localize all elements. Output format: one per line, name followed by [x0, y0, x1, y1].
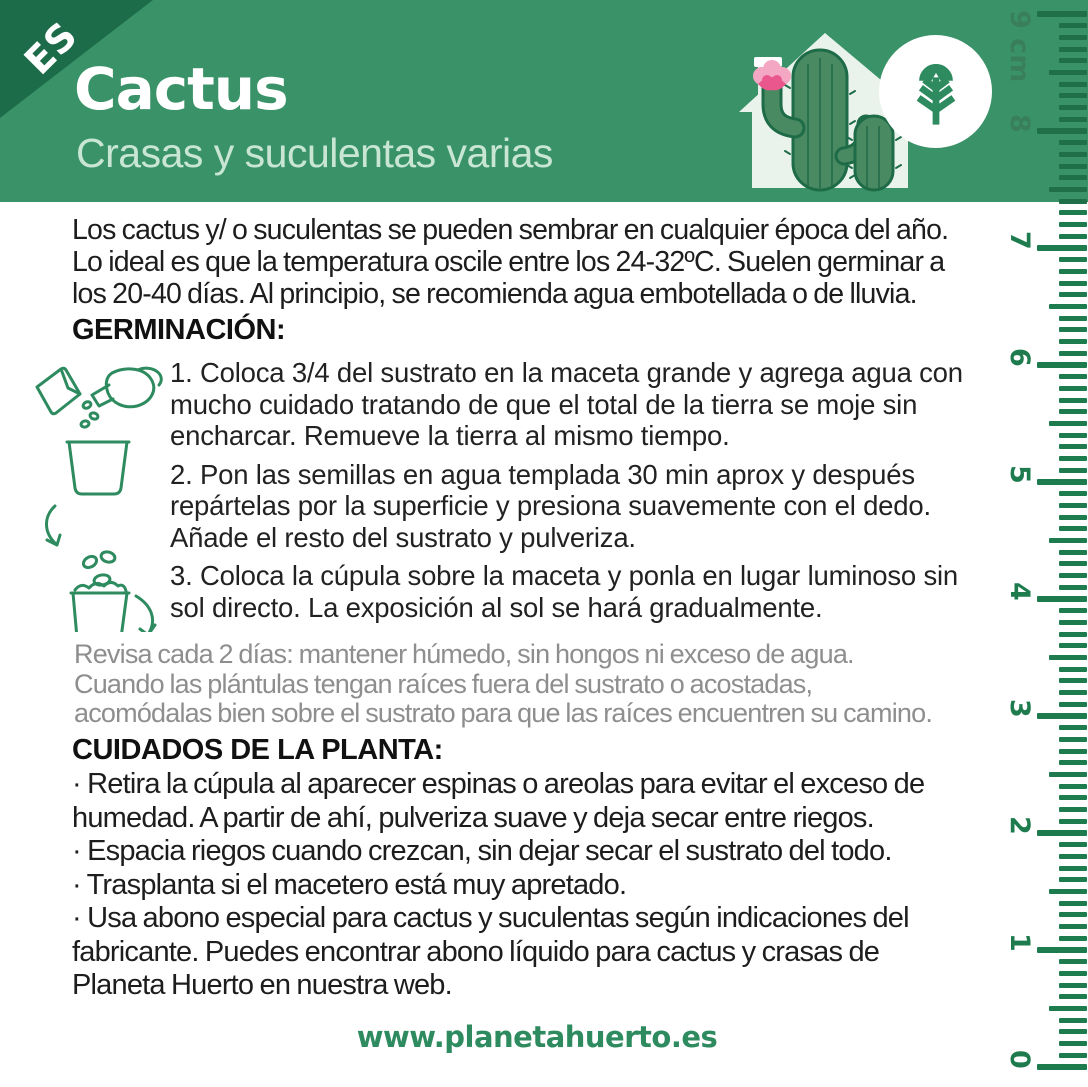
ruler-tick-minor [1059, 23, 1087, 28]
germination-step-3: 3. Coloca la cúpula sobre la maceta y ponla en lugar luminoso sin sol directo. La exposición al sol se hará gradualmente. [170, 560, 959, 623]
ruler-tick-minor [1059, 912, 1087, 917]
intro-line: Lo ideal es que la temperatura oscile entre los 24-32ºC. Suelen germinar a [72, 246, 945, 278]
ruler-tick-major [1037, 596, 1087, 602]
ruler-label-0: 0 [1004, 1050, 1035, 1069]
page-title: Cactus [74, 55, 288, 123]
ruler-tick-minor [1059, 175, 1087, 180]
ruler-tick-medium [1049, 304, 1087, 309]
ruler-tick-medium [1049, 421, 1087, 426]
ruler-tick-minor [1059, 795, 1087, 800]
ruler-tick-minor [1059, 667, 1087, 672]
ruler-tick-minor [1059, 760, 1087, 765]
ruler-tick-minor [1059, 47, 1087, 52]
ruler-tick-minor [1059, 257, 1087, 262]
ruler-tick-minor [1059, 983, 1087, 988]
ruler-tick-minor [1059, 35, 1087, 40]
ruler-tick-minor [1059, 854, 1087, 859]
ruler-tick-minor [1059, 643, 1087, 648]
ruler-tick-medium [1049, 187, 1087, 192]
ruler-tick-minor [1059, 842, 1087, 847]
ruler-tick-minor [1059, 58, 1087, 63]
ruler-tick-minor [1059, 807, 1087, 812]
ruler-tick-minor [1059, 702, 1087, 707]
ruler-tick-minor [1059, 608, 1087, 613]
ruler-tick-minor [1059, 327, 1087, 332]
ruler-label-6: 6 [1004, 348, 1035, 367]
germination-sequence-icon [28, 356, 168, 632]
ruler-label-2: 2 [1004, 816, 1035, 835]
ruler-label-5: 5 [1004, 465, 1035, 484]
website-url: www.planetahuerto.es [356, 1020, 718, 1054]
ruler-tick-medium [1049, 538, 1087, 543]
ruler-tick-minor [1059, 316, 1087, 321]
ruler-tick-minor [1059, 199, 1087, 204]
care-line: · Usa abono especial para cactus y suculentas según indicaciones del [72, 902, 909, 934]
intro-paragraph [72, 214, 1012, 310]
ruler-tick-minor [1059, 819, 1087, 824]
germination-steps [170, 357, 1015, 630]
ruler-tick-minor [1059, 877, 1087, 882]
care-line: · Trasplanta si el macetero está muy apretado. [72, 868, 627, 901]
ruler-tick-minor [1059, 210, 1087, 215]
care-instructions [72, 768, 1012, 1003]
ruler-tick-minor [1059, 1053, 1087, 1058]
ruler-tick-minor [1059, 784, 1087, 789]
ruler-tick-major [1037, 11, 1087, 17]
care-line: · Espacia riegos cuando crezcan, sin dejar secar el sustrato del todo. [72, 835, 892, 867]
care-line: · Retira la cúpula al aparecer espinas o areolas para evitar el exceso de [72, 768, 925, 800]
germination-note: Revisa cada 2 días: mantener húmedo, sin hongos ni exceso de agua. Cuando las plántulas tengan raíces fuera del sustrato o acostadas, acomódalas bien sobre el sustrato para que las raíces encuentren su camino. [74, 639, 933, 728]
ruler-tick-medium [1049, 772, 1087, 777]
ruler-tick-minor [1059, 901, 1087, 906]
ruler-tick-minor [1059, 409, 1087, 414]
ruler-tick-minor [1059, 971, 1087, 976]
ruler-tick-minor [1059, 936, 1087, 941]
ruler-tick-minor [1059, 444, 1087, 449]
ruler-tick-minor [1059, 1018, 1087, 1023]
ruler-tick-minor [1059, 456, 1087, 461]
ruler-tick-minor [1059, 866, 1087, 871]
ruler-tick-minor [1059, 561, 1087, 566]
ruler-tick-major [1037, 830, 1087, 836]
ruler-tick-medium [1049, 1006, 1087, 1011]
ruler-tick-major [1037, 245, 1087, 251]
ruler-tick-major [1037, 713, 1087, 719]
ruler-tick-major [1037, 1064, 1087, 1070]
ruler-tick-minor [1059, 351, 1087, 356]
header-band [0, 0, 1088, 202]
ruler-tick-minor [1059, 93, 1087, 98]
ruler-tick-minor [1059, 749, 1087, 754]
ruler-tick-minor [1059, 117, 1087, 122]
ruler-tick-minor [1059, 222, 1087, 227]
ruler-tick-major [1037, 128, 1087, 134]
ruler-tick-minor [1059, 515, 1087, 520]
ruler-tick-minor [1059, 386, 1087, 391]
brand-logo-circle [879, 35, 992, 148]
ruler-label-7: 7 [1004, 231, 1035, 250]
care-line: humedad. A partir de ahí, pulveriza suave y deja secar entre riegos. [72, 801, 874, 834]
ruler-tick-minor [1059, 152, 1087, 157]
ruler-label-3: 3 [1004, 699, 1035, 718]
ruler-tick-minor [1059, 503, 1087, 508]
ruler-tick-minor [1059, 959, 1087, 964]
ruler-label-9cm: 9 cm [1004, 10, 1035, 83]
ruler-tick-minor [1059, 550, 1087, 555]
ruler-tick-minor [1059, 433, 1087, 438]
ruler-label-4: 4 [1004, 582, 1035, 601]
ruler-tick-minor [1059, 620, 1087, 625]
ruler-tick-minor [1059, 140, 1087, 145]
ruler-tick-minor [1059, 994, 1087, 999]
ruler-label-1: 1 [1004, 933, 1035, 952]
ruler-tick-minor [1059, 398, 1087, 403]
ruler-tick-minor [1059, 281, 1087, 286]
ruler-tick-minor [1059, 1029, 1087, 1034]
ruler-tick-minor [1059, 164, 1087, 169]
ruler-tick-medium [1049, 889, 1087, 894]
ruler-tick-minor [1059, 526, 1087, 531]
ruler-tick-minor [1059, 234, 1087, 239]
language-badge: ES [15, 12, 87, 84]
care-heading: CUIDADOS DE LA PLANTA: [72, 734, 443, 766]
ruler-tick-minor [1059, 924, 1087, 929]
intro-line: los 20-40 días. Al principio, se recomienda agua embotellada o de lluvia. [72, 278, 917, 310]
ruler-tick-minor [1059, 468, 1087, 473]
ruler-tick-minor [1059, 82, 1087, 87]
ruler-tick-major [1037, 947, 1087, 953]
care-line: Planeta Huerto en nuestra web. [72, 969, 452, 1001]
germination-step-1: 1. Coloca 3/4 del sustrato en la maceta grande y agrega agua con mucho cuidado tratando de que el total de la tierra se moje sin encharcar. Remueve la tierra al mismo tiempo. [170, 357, 963, 451]
ruler-tick-minor [1059, 725, 1087, 730]
intro-line: Los cactus y/ o suculentas se pueden sembrar en cualquier época del año. [72, 214, 949, 246]
ruler-label-8: 8 [1004, 114, 1035, 133]
ruler-tick-minor [1059, 678, 1087, 683]
germination-step-2: 2. Pon las semillas en agua templada 30 min aprox y después repártelas por la superficie y presiona suavemente con el dedo. Añade el resto del sustrato y pulveriza. [170, 458, 931, 553]
ruler-tick-major [1037, 479, 1087, 485]
page-subtitle: Crasas y suculentas varias [76, 130, 553, 176]
ruler-tick-minor [1059, 292, 1087, 297]
ruler-tick-minor [1059, 690, 1087, 695]
ruler-tick-medium [1049, 70, 1087, 75]
ruler-tick-minor [1059, 491, 1087, 496]
planeta-huerto-tree-icon [902, 56, 970, 128]
germination-heading: GERMINACIÓN: [72, 314, 286, 346]
ruler-tick-minor [1059, 585, 1087, 590]
ruler-tick-minor [1059, 339, 1087, 344]
ruler-tick-minor [1059, 573, 1087, 578]
ruler-tick-minor [1059, 269, 1087, 274]
care-line: fabricante. Puedes encontrar abono líquido para cactus y crasas de [72, 935, 880, 968]
ruler-tick-minor [1059, 737, 1087, 742]
ruler-tick-major [1037, 362, 1087, 368]
germination-steps-illustration [28, 356, 168, 637]
ruler-tick-minor [1059, 374, 1087, 379]
ruler-tick-minor [1059, 1041, 1087, 1046]
ruler-tick-medium [1049, 655, 1087, 660]
ruler-tick-minor [1059, 632, 1087, 637]
ruler-tick-minor [1059, 105, 1087, 110]
